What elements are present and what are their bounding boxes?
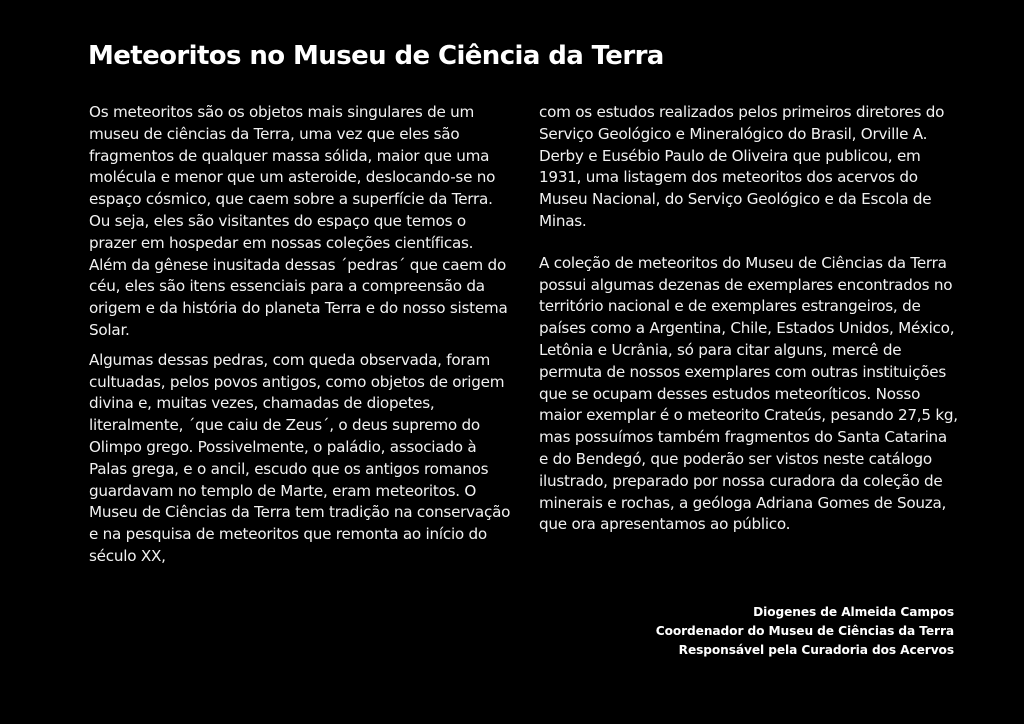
body-paragraph-3: com os estudos realizados pelos primeiros diretores do Serviço Geológico e Mineralógico do Brasil, Orville A. Derby e Eusébio Paulo de Oliveira que publicou, em 1931, uma listagem dos meteoritos dos acervos do Museu Nacional, do Serviço Geológico e da Escola de Minas. (539, 103, 945, 230)
body-paragraph-2: Algumas dessas pedras, com queda observada, foram cultuadas, pelos povos antigos, como objetos de origem divina e, muitas vezes, chamadas de diopetes, literalmente, ´que caiu de Zeus´, o deus supremo do Olimpo grego. Possivelmente, o paládio, associado à Palas grega, e o ancil, escudo que os antigos romanos guardavam no templo de Marte, eram meteoritos. O Museu de Ciências da Terra tem tradição na conservação e na pesquisa de meteoritos que remonta ao início do século XX, (89, 350, 511, 565)
page-title: Meteoritos no Museu de Ciência da Terra (88, 41, 664, 71)
signature-block (656, 603, 954, 660)
signature-name: Diogenes de Almeida Campos (753, 605, 954, 619)
right-column (539, 102, 959, 536)
signature-responsibility: Responsável pela Curadoria dos Acervos (678, 643, 954, 657)
body-paragraph-4: A coleção de meteoritos do Museu de Ciências da Terra possui algumas dezenas de exemplares encontrados no território nacional e de exemplares estrangeiros, de países como a Argentina, Chile, Estados Unidos, México, Letônia e Ucrânia, só para citar alguns, mercê de permuta de nossos exemplares com outras instituições que se ocupam desses estudos meteoríticos. Nosso maior exemplar é o meteorito Crateús, pesando 27,5 kg, mas possuímos também fragmentos do Santa Catarina e do Bendegó, que poderão ser vistos neste catálogo ilustrado, preparado por nossa curadora da coleção de minerais e rochas, a geóloga Adriana Gomes de Souza, que ora apresentamos ao público. (539, 253, 958, 534)
body-paragraph-1: Os meteoritos são os objetos mais singulares de um museu de ciências da Terra, uma vez que eles são fragmentos de qualquer massa sólida, maior que uma molécula e menor que um asteroide, deslocando-se no espaço cósmico, que caem sobre a superfície da Terra. Ou seja, eles são visitantes do espaço que temos o prazer em hospedar em nossas coleções científicas. Além da gênese inusitada dessas ´pedras´ que caem do céu, eles são itens essenciais para a compreensão da origem e da história do planeta Terra e do nosso sistema Solar. (89, 103, 508, 339)
signature-role: Coordenador do Museu de Ciências da Terra (655, 624, 954, 638)
left-column (89, 102, 515, 568)
